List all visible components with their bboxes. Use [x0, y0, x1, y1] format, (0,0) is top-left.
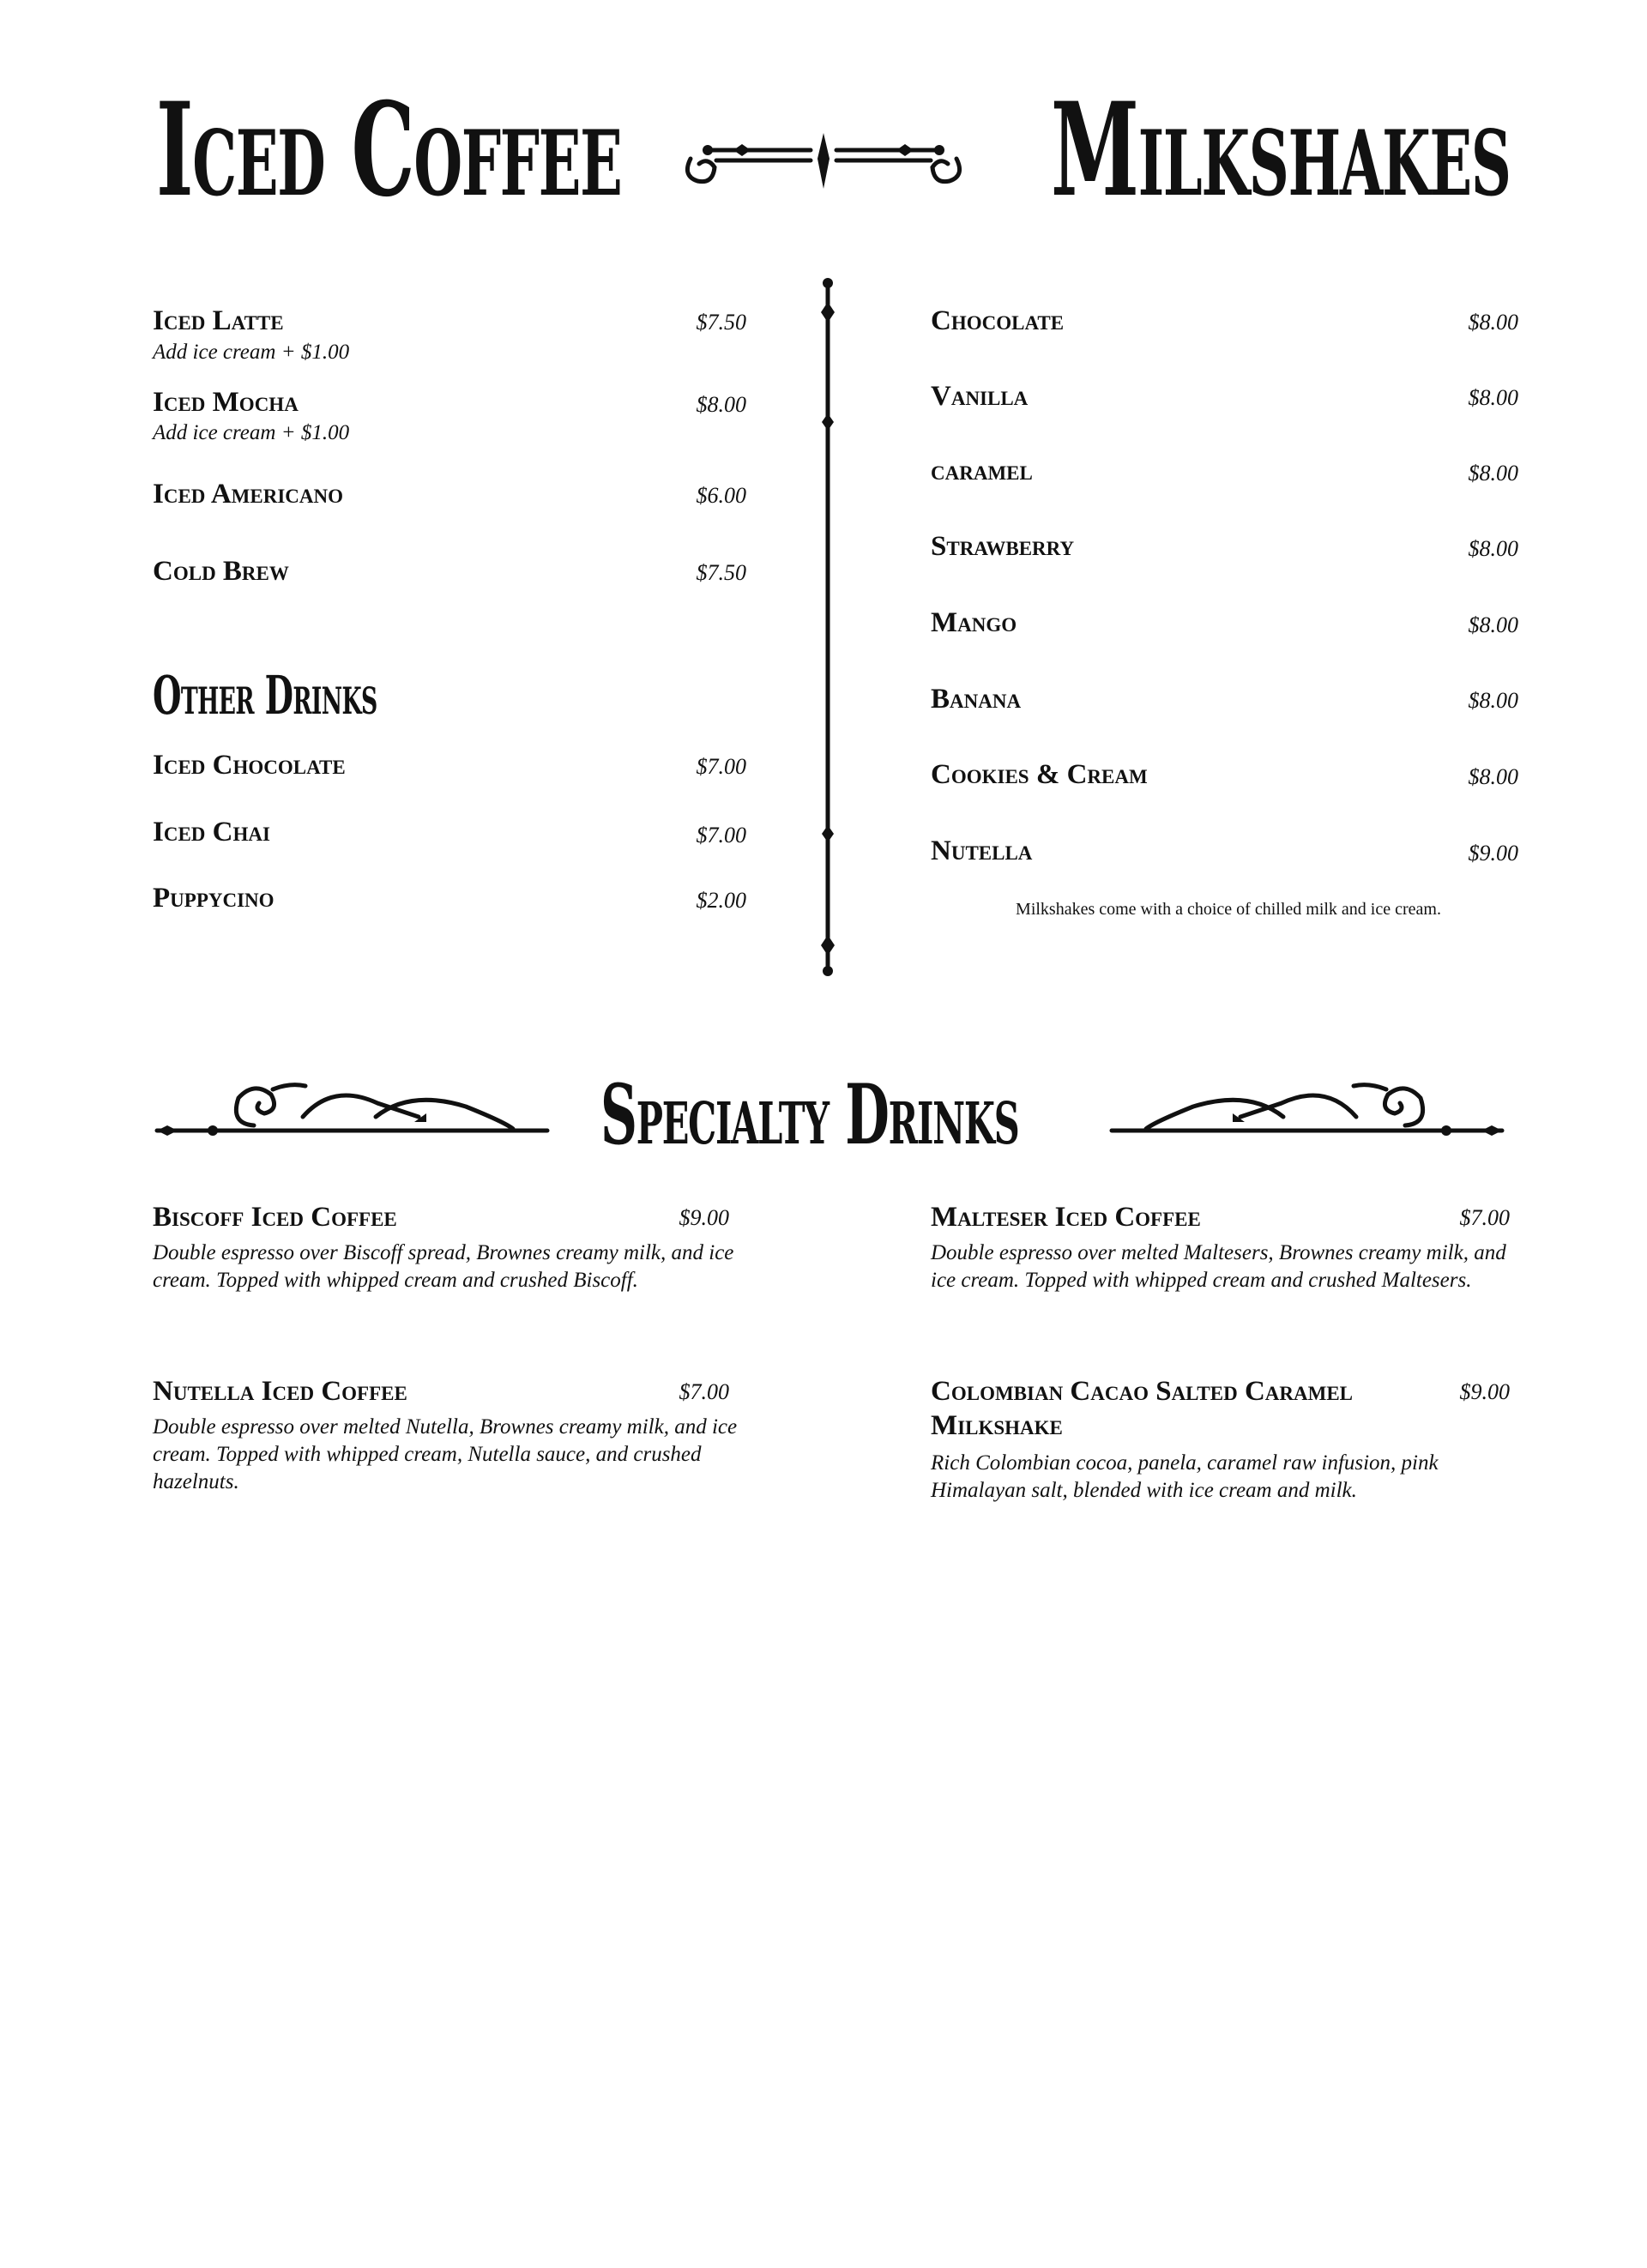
- menu-item-price: $8.00: [1468, 310, 1518, 335]
- left-flourish-ornament: [153, 1072, 547, 1141]
- specialty-item-name: Malteser Iced Coffee: [931, 1202, 1201, 1233]
- menu-item-price: $2.00: [696, 888, 746, 913]
- menu-item-name: caramel: [931, 455, 1033, 486]
- menu-item-price: $9.00: [1468, 841, 1518, 866]
- menu-item-price: $8.00: [1468, 612, 1518, 637]
- menu-item-name: Cold Brew: [153, 556, 289, 587]
- specialty-item-price: $9.00: [1459, 1379, 1510, 1404]
- specialty-item-price: $7.00: [679, 1379, 729, 1404]
- menu-item-price: $8.00: [696, 392, 746, 417]
- menu-item-price: $8.00: [1468, 688, 1518, 713]
- specialty-item-description: Double espresso over melted Nutella, Brownes creamy milk, and ice cream. Topped with whipped cream, Nutella sauce, and crushed hazelnuts.: [153, 1415, 738, 1493]
- menu-item-name: Vanilla: [931, 381, 1029, 412]
- menu-item-name: Iced Chai: [153, 817, 270, 847]
- milkshake-footnote: Milkshakes come with a choice of chilled milk and ice cream.: [1016, 900, 1441, 919]
- menu-item-price: $8.00: [1468, 461, 1518, 486]
- center-vertical-divider: [815, 276, 841, 980]
- menu-item-name: Puppycino: [153, 883, 274, 914]
- specialty-item-name: Biscoff Iced Coffee: [153, 1202, 397, 1233]
- other-drinks-heading: Other Drinks: [153, 664, 377, 727]
- specialty-item-description: Double espresso over Biscoff spread, Brownes creamy milk, and ice cream. Topped with whipped cream and crushed Biscoff.: [153, 1241, 734, 1292]
- menu-item-price: $6.00: [696, 483, 746, 508]
- right-flourish-ornament: [1112, 1072, 1506, 1141]
- menu-item-price: $8.00: [1468, 385, 1518, 410]
- menu-item-name: Cookies & Cream: [931, 759, 1148, 790]
- milkshakes-heading: Milkshakes: [1051, 75, 1511, 226]
- specialty-drinks-heading: Specialty Drinks: [600, 1066, 1019, 1163]
- menu-item-price: $7.50: [696, 310, 746, 335]
- specialty-item-description: Rich Colombian cocoa, panela, caramel raw infusion, pink Himalayan salt, blended with ice cream and milk.: [931, 1451, 1439, 1502]
- menu-item-price: $7.00: [696, 754, 746, 779]
- menu-item-price: $7.00: [696, 823, 746, 847]
- menu-item-name: Mango: [931, 607, 1017, 638]
- specialty-item-description: Double espresso over melted Maltesers, Brownes creamy milk, and ice cream. Topped with whipped cream and crushed Maltesers.: [931, 1241, 1506, 1292]
- specialty-item-name: Nutella Iced Coffee: [153, 1376, 407, 1407]
- menu-item-note: Add ice cream + $1.00: [153, 341, 350, 364]
- menu-item-price: $7.50: [696, 560, 746, 585]
- menu-item-name: Banana: [931, 684, 1022, 715]
- menu-item-note: Add ice cream + $1.00: [153, 421, 350, 444]
- specialty-item-name: Colombian Cacao Salted Caramel Milkshake: [931, 1376, 1354, 1441]
- menu-item-name: Strawberry: [931, 531, 1075, 562]
- menu-item-name: Iced Latte: [153, 305, 284, 336]
- menu-item-name: Iced Americano: [153, 479, 343, 510]
- menu-item-name: Iced Chocolate: [153, 750, 346, 781]
- iced-coffee-heading: Iced Coffee: [156, 75, 622, 226]
- menu-item-name: Chocolate: [931, 305, 1065, 336]
- specialty-item-price: $9.00: [679, 1205, 729, 1230]
- menu-item-price: $8.00: [1468, 764, 1518, 789]
- specialty-item-price: $7.00: [1459, 1205, 1510, 1230]
- top-center-ornament: [682, 124, 965, 193]
- menu-item-name: Iced Mocha: [153, 387, 299, 418]
- menu-item-price: $8.00: [1468, 536, 1518, 561]
- menu-item-name: Nutella: [931, 835, 1033, 866]
